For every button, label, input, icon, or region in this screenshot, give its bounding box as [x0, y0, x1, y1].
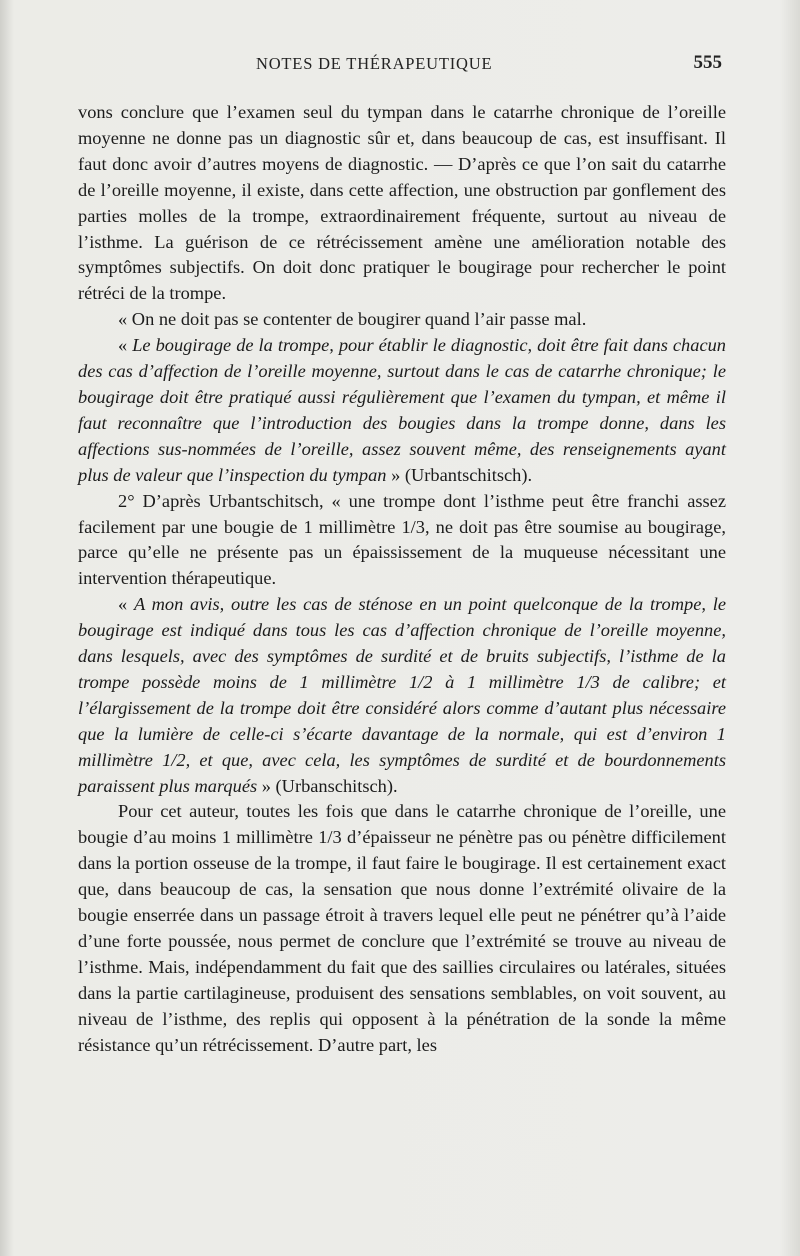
paragraph-quote-bougirage: [78, 333, 726, 488]
running-title: NOTES DE THÉRAPEUTIQUE: [256, 54, 493, 73]
quote-italic-text: Le bougirage de la trompe, pour établir le diagnostic, doit être fait dans chacun des cas d’affection de l’oreille moyenne, surtout dans le cas de catarrhe chronique; le bougirage doit être pratiqué aussi régulièrement que l’examen du tympan, et même il faut reconnaître que l’introduction des bougies dans la trompe donne, dans les affections sus-nommées de l’oreille, assez souvent même, des renseignements ayant plus de valeur que l’inspection du tympan: [78, 335, 727, 485]
quote-citation: » (Urbanschitsch).: [257, 775, 398, 796]
quote-open: «: [118, 335, 133, 356]
quote-italic-text: A mon avis, outre les cas de sténose en un point quelconque de la trompe, le bougirage est indiqué dans tous les cas d’affection chronique de l’oreille moyenne, dans lesquels, avec des symptômes de surdité et de bruits subjectifs, l’isthme de la trompe possède moins de 1 millimètre 1/2 à 1 millimètre 1/3 de calibre; et l’élargissement de la trompe doit être considéré alors comme d’autant plus nécessaire que la lumière de celle-ci s’écarte davantage de la normale, qui est d’environ 1 millimètre 1/2, et que, avec cela, les symptômes de surdité et de bourdonnements paraissent plus marqués: [78, 594, 726, 796]
paragraph-point-2: 2° D’après Urbantschitsch, « une trompe dont l’isthme peut être franchi assez facilement par une bougie de 1 millimètre 1/3, ne doit pas être soumise au bougirage, parce qu’elle ne présente pas un épaississement de la muqueuse nécessitant une intervention thérapeutique.: [78, 490, 726, 589]
quote-citation: » (Urbantschitsch).: [386, 464, 533, 485]
paragraph-quote-intro: « On ne doit pas se contenter de bougirer quand l’air passe mal.: [118, 309, 587, 330]
page-body: [78, 100, 726, 1059]
paragraph-author-opinion: Pour cet auteur, toutes les fois que dans le catarrhe chronique de l’oreille, une bougie d’au moins 1 millimètre 1/3 d’épaisseur ne pénètre pas ou pénètre difficilement dans la portion osseuse de la trompe, il faut faire le bougirage. Il est certainement exact que, dans beaucoup de cas, la sensation que nous donne l’extrémité olivaire de la bougie enserrée dans un passage étroit à travers lequel elle peut ne pénétrer qu’à l’aide d’une forte poussée, nous permet de conclure que l’extrémité se trouve au niveau de l’isthme. Mais, indépendamment du fait que des saillies circulaires ou latérales, situées dans la partie cartilagineuse, produisent des sensations semblables, on voit souvent, au niveau de l’isthme, des replis qui opposent à la pénétration de la sonde la même résistance qu’un rétrécissement. D’autre part, les: [78, 801, 726, 1055]
paragraph-continuation: vons conclure que l’examen seul du tympan dans le catarrhe chronique de l’oreille moyenne ne donne pas un diagnostic sûr et, dans beaucoup de cas, est insuffisant. Il faut donc avoir d’autres moyens de diagnostic. — D’après ce que l’on sait du catarrhe de l’oreille moyenne, il existe, dans cette affection, une obstruction par gonflement des parties molles de la trompe, extraordinairement fréquente, surtout au niveau de l’isthme. La guérison de ce rétrécissement amène une amélioration notable des symptômes subjectifs. On doit donc pratiquer le bougirage pour rechercher le point rétréci de la trompe.: [78, 102, 726, 304]
page-number: 555: [693, 52, 722, 73]
quote-open: «: [118, 594, 134, 615]
paragraph-quote-avis: [78, 592, 726, 799]
page-header: [78, 54, 722, 84]
